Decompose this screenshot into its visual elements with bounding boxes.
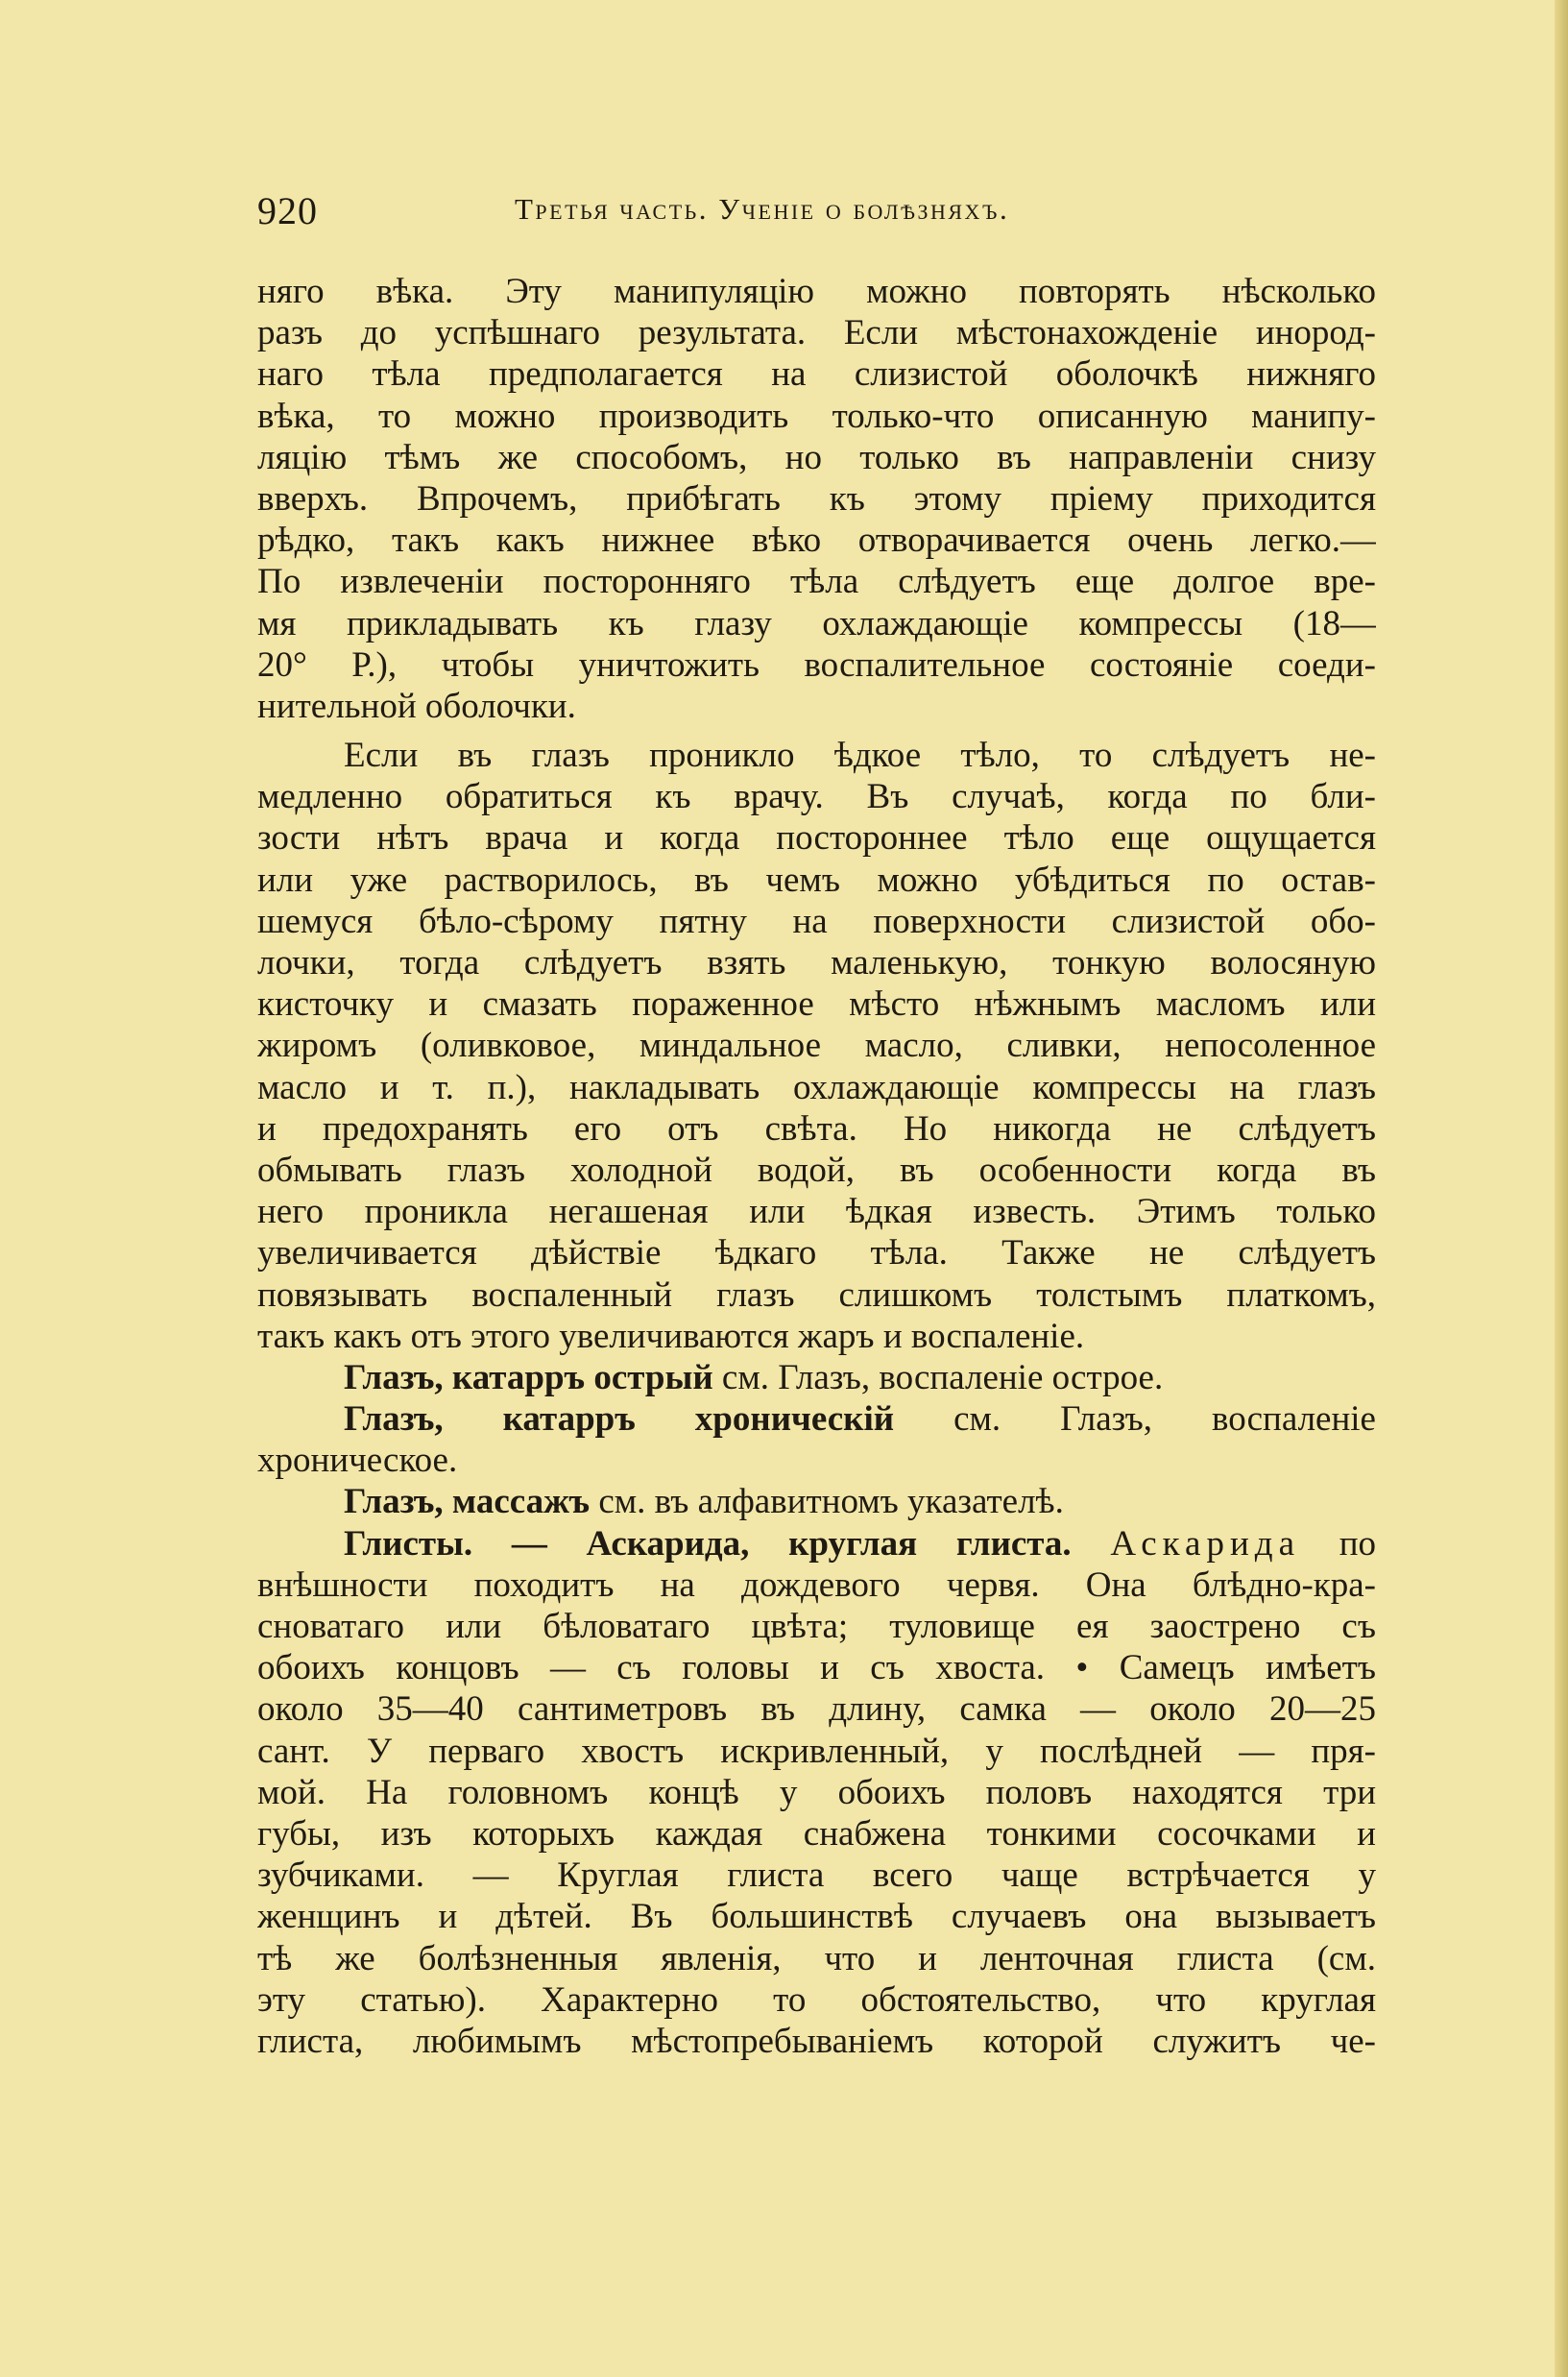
page-number: 920 xyxy=(257,189,318,232)
text-line: губы, изъ которыхъ каждая снабжена тонкими сосочками и xyxy=(257,1813,1376,1854)
text-line: эту статью). Характерно то обстоятельство, что круглая xyxy=(257,1979,1376,2020)
text-line: шемуся бѣло-сѣрому пятну на поверхности слизистой обо- xyxy=(257,901,1376,941)
text-line: рѣдко, такъ какъ нижнее вѣко отворачивается очень легко.— xyxy=(257,521,1376,561)
text-line: него проникла негашеная или ѣдкая известь. Этимъ только xyxy=(257,1192,1376,1232)
paragraph-1 xyxy=(257,271,1376,727)
text-line: жиромъ (оливковое, миндальное масло, сливки, непосоленное xyxy=(257,1026,1376,1066)
text-line: разъ до успѣшнаго результата. Если мѣстонахожденіе инород- xyxy=(257,313,1376,353)
text-line: или уже растворилось, въ чемъ можно убѣдиться по остав- xyxy=(257,860,1376,900)
entry-text: см. въ алфавитномъ указателѣ. xyxy=(590,1482,1064,1522)
text-line: Если въ глазъ проникло ѣдкое тѣло, то слѣдуетъ не- xyxy=(344,736,1376,776)
entry-term: Глазъ, массажъ xyxy=(344,1482,591,1522)
text-line: ляцію тѣмъ же способомъ, но только въ направленіи снизу xyxy=(257,437,1376,477)
text-line: мой. На головномъ концѣ у обоихъ половъ находятся три xyxy=(257,1772,1376,1812)
text-line: масло и т. п.), накладывать охлаждающіе компрессы на глазъ xyxy=(257,1067,1376,1107)
entry-worms xyxy=(257,1523,1376,2062)
entry-text: см. Глазъ, воспаленіе xyxy=(894,1399,1376,1440)
text-line: вѣка, то можно производить только-что описанную манипу- xyxy=(257,396,1376,436)
text-line xyxy=(257,1398,1376,1440)
entry-term: Глазъ, катарръ хроническій xyxy=(344,1399,895,1440)
text-line: сант. У перваго хвостъ искривленный, у послѣдней — пря- xyxy=(257,1731,1376,1771)
text-line: 20° Р.), чтобы уничтожить воспалительное состояніе соеди- xyxy=(257,644,1376,685)
entry-text: по xyxy=(1300,1523,1376,1564)
entry-term: Глисты. — Аскарида, круглая глиста. xyxy=(344,1523,1072,1564)
text-line: повязывать воспаленный глазъ слишкомъ толстымъ платкомъ, xyxy=(257,1274,1376,1315)
text-line: глиста, любимымъ мѣстопребываніемъ которой служитъ че- xyxy=(257,2021,1376,2061)
text-line: тѣ же болѣзненныя явленія, что и ленточная глиста (см. xyxy=(257,1938,1376,1978)
text-line: обмывать глазъ холодной водой, въ особенности когда въ xyxy=(257,1150,1376,1190)
paragraph-2 xyxy=(257,735,1376,1357)
entry-eye-acute-catarrh xyxy=(257,1357,1376,1398)
text-line: лочки, тогда слѣдуетъ взять маленькую, тонкую волосяную xyxy=(257,943,1376,982)
text-line: зости нѣтъ врача и когда постороннее тѣло еще ощущается xyxy=(257,818,1376,859)
entry-text: см. Глазъ, воспаленіе острое. xyxy=(712,1357,1164,1397)
text-line: нительной оболочки. xyxy=(257,686,576,726)
text-line: хроническое. xyxy=(257,1441,458,1481)
entry-term: Глазъ, катарръ острый xyxy=(344,1357,713,1397)
text-line: такъ какъ отъ этого увеличиваются жаръ и воспаленіе. xyxy=(257,1316,1085,1356)
text-line: обоихъ концовъ — съ головы и съ хвоста. • Самецъ имѣетъ xyxy=(257,1648,1376,1688)
text-line: сноватаго или бѣловатаго цвѣта; туловище ея заострено съ xyxy=(257,1607,1376,1646)
text-line: зубчиками. — Круглая глиста всего чаще встрѣчается у xyxy=(257,1856,1376,1896)
text-line: кисточку и смазать пораженное мѣсто нѣжнымъ масломъ или xyxy=(257,984,1376,1025)
text-line: увеличивается дѣйствіе ѣдкаго тѣла. Также не слѣдуетъ xyxy=(257,1233,1376,1273)
text-line: няго вѣка. Эту манипуляцію можно повторять нѣсколько xyxy=(257,272,1376,311)
text-line: внѣшности походитъ на дождевого червя. Она блѣдно-кра- xyxy=(257,1564,1376,1605)
running-head xyxy=(257,188,1376,236)
text-line: наго тѣла предполагается на слизистой оболочкѣ нижняго xyxy=(257,354,1376,395)
text-line: женщинъ и дѣтей. Въ большинствѣ случаевъ она вызываетъ xyxy=(257,1897,1376,1937)
text-body xyxy=(257,271,1376,2062)
text-line: медленно обратиться къ врачу. Въ случаѣ, когда по бли- xyxy=(257,777,1376,817)
text-line xyxy=(257,1523,1376,1564)
text-line: и предохранять его отъ свѣта. Но никогда не слѣдуетъ xyxy=(257,1108,1376,1149)
text-line: мя прикладывать къ глазу охлаждающіе компрессы (18— xyxy=(257,603,1376,643)
entry-eye-massage xyxy=(257,1481,1376,1522)
spaced-word: Аскарида xyxy=(1110,1523,1300,1564)
text-line: вверхъ. Впрочемъ, прибѣгать къ этому пріему приходится xyxy=(257,478,1376,519)
running-title: Третья часть. Ученіе о болѣзняхъ. xyxy=(515,192,1010,226)
page-edge xyxy=(1555,0,1568,2377)
text-line: около 35—40 сантиметровъ въ длину, самка — около 20—25 xyxy=(257,1689,1376,1730)
text-line: По извлеченіи посторонняго тѣла слѣдуетъ еще долгое вре- xyxy=(257,562,1376,602)
entry-eye-chronic-catarrh xyxy=(257,1398,1376,1481)
